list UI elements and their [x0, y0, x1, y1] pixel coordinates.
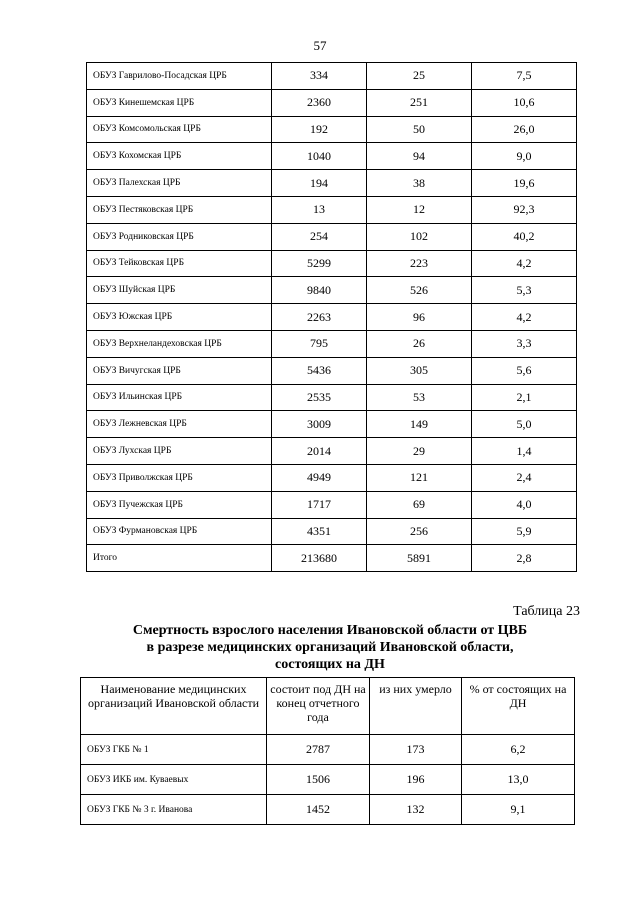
value-cell: 10,6: [472, 89, 577, 116]
table-row: [87, 116, 577, 143]
table-row: [81, 765, 575, 795]
organization-cell: ОБУЗ Верхнеландеховская ЦРБ: [87, 330, 272, 357]
value-cell: 4,2: [472, 304, 577, 331]
value-cell: 3,3: [472, 330, 577, 357]
organization-cell: ОБУЗ ГКБ № 3 г. Иванова: [81, 795, 267, 825]
organization-cell: ОБУЗ Фурмановская ЦРБ: [87, 518, 272, 545]
table-row: [87, 223, 577, 250]
organization-cell: ОБУЗ Лухская ЦРБ: [87, 438, 272, 465]
caption-line: Смертность взрослого населения Ивановской области от ЦВБ: [132, 623, 528, 638]
value-cell: 526: [367, 277, 472, 304]
value-cell: 5299: [272, 250, 367, 277]
table-row: [87, 464, 577, 491]
value-cell: 3009: [272, 411, 367, 438]
cvd-mortality-table: [80, 677, 575, 825]
organization-cell: ОБУЗ Родниковская ЦРБ: [87, 223, 272, 250]
value-cell: 196: [370, 765, 462, 795]
value-cell: 251: [367, 89, 472, 116]
value-cell: 5436: [272, 357, 367, 384]
value-cell: 1,4: [472, 438, 577, 465]
value-cell: 5,3: [472, 277, 577, 304]
organization-cell: ОБУЗ Вичугская ЦРБ: [87, 357, 272, 384]
value-cell: 4,0: [472, 491, 577, 518]
organization-cell: ОБУЗ Кохомская ЦРБ: [87, 143, 272, 170]
organization-cell: ОБУЗ Кинешемская ЦРБ: [87, 89, 272, 116]
value-cell: 2,1: [472, 384, 577, 411]
table-row: [87, 304, 577, 331]
value-cell: 4,2: [472, 250, 577, 277]
table-row: [87, 384, 577, 411]
value-cell: 5,9: [472, 518, 577, 545]
value-cell: 6,2: [462, 735, 575, 765]
value-cell: 12: [367, 196, 472, 223]
value-cell: 2,8: [472, 545, 577, 572]
value-cell: 149: [367, 411, 472, 438]
value-cell: 13,0: [462, 765, 575, 795]
value-cell: 96: [367, 304, 472, 331]
mortality-table-continued: [86, 62, 577, 572]
value-cell: 26: [367, 330, 472, 357]
value-cell: 53: [367, 384, 472, 411]
value-cell: 334: [272, 63, 367, 90]
value-cell: 9,1: [462, 795, 575, 825]
value-cell: 192: [272, 116, 367, 143]
value-cell: 1452: [267, 795, 370, 825]
organization-cell: ОБУЗ Пучежская ЦРБ: [87, 491, 272, 518]
value-cell: 4949: [272, 464, 367, 491]
table-row: [87, 518, 577, 545]
value-cell: 7,5: [472, 63, 577, 90]
value-cell: 2535: [272, 384, 367, 411]
organization-cell: ОБУЗ Южская ЦРБ: [87, 304, 272, 331]
value-cell: 2014: [272, 438, 367, 465]
organization-cell: Итого: [87, 545, 272, 572]
table-row: [87, 357, 577, 384]
header-cell-died: из них умерло: [370, 678, 462, 735]
value-cell: 9840: [272, 277, 367, 304]
value-cell: 254: [272, 223, 367, 250]
table-row: [87, 545, 577, 572]
table-row: [81, 735, 575, 765]
table-row: [87, 250, 577, 277]
value-cell: 305: [367, 357, 472, 384]
header-cell-organization: Наименование медицинских организаций Ивановской области: [81, 678, 267, 735]
organization-cell: ОБУЗ Пестяковская ЦРБ: [87, 196, 272, 223]
value-cell: 795: [272, 330, 367, 357]
organization-cell: ОБУЗ Приволжская ЦРБ: [87, 464, 272, 491]
value-cell: 50: [367, 116, 472, 143]
table-row: [87, 438, 577, 465]
value-cell: 5,0: [472, 411, 577, 438]
value-cell: 2787: [267, 735, 370, 765]
value-cell: 92,3: [472, 196, 577, 223]
table-row: [87, 170, 577, 197]
organization-cell: ОБУЗ Шуйская ЦРБ: [87, 277, 272, 304]
table-row: [87, 411, 577, 438]
organization-cell: ОБУЗ Палехская ЦРБ: [87, 170, 272, 197]
value-cell: 26,0: [472, 116, 577, 143]
value-cell: 13: [272, 196, 367, 223]
value-cell: 213680: [272, 545, 367, 572]
value-cell: 5,6: [472, 357, 577, 384]
table-row: [81, 795, 575, 825]
organization-cell: ОБУЗ ИКБ им. Куваевых: [81, 765, 267, 795]
value-cell: 2263: [272, 304, 367, 331]
table-row: [87, 143, 577, 170]
header-cell-registered: состоит под ДН на конец отчетного года: [267, 678, 370, 735]
value-cell: 69: [367, 491, 472, 518]
value-cell: 121: [367, 464, 472, 491]
value-cell: 94: [367, 143, 472, 170]
value-cell: 2360: [272, 89, 367, 116]
organization-cell: ОБУЗ Ильинская ЦРБ: [87, 384, 272, 411]
value-cell: 173: [370, 735, 462, 765]
caption-line: в разрезе медицинских организаций Ивановской области,: [146, 640, 514, 655]
table-number: Таблица 23: [513, 604, 580, 619]
value-cell: 9,0: [472, 143, 577, 170]
value-cell: 19,6: [472, 170, 577, 197]
organization-cell: ОБУЗ ГКБ № 1: [81, 735, 267, 765]
table-row: [87, 277, 577, 304]
value-cell: 38: [367, 170, 472, 197]
table-row: [87, 330, 577, 357]
table-row: [87, 491, 577, 518]
value-cell: 1717: [272, 491, 367, 518]
value-cell: 25: [367, 63, 472, 90]
organization-cell: ОБУЗ Лежневская ЦРБ: [87, 411, 272, 438]
header-cell-percent: % от состоящих на ДН: [462, 678, 575, 735]
organization-cell: ОБУЗ Гаврилово-Посадская ЦРБ: [87, 63, 272, 90]
value-cell: 132: [370, 795, 462, 825]
value-cell: 40,2: [472, 223, 577, 250]
value-cell: 256: [367, 518, 472, 545]
value-cell: 1040: [272, 143, 367, 170]
header-row: [81, 678, 575, 735]
table-row: [87, 63, 577, 90]
table-row: [87, 89, 577, 116]
value-cell: 29: [367, 438, 472, 465]
value-cell: 2,4: [472, 464, 577, 491]
table-row: [87, 196, 577, 223]
value-cell: 5891: [367, 545, 472, 572]
value-cell: 1506: [267, 765, 370, 795]
caption-line: состоящих на ДН: [275, 657, 385, 672]
value-cell: 102: [367, 223, 472, 250]
table-caption: [80, 622, 580, 673]
organization-cell: ОБУЗ Комсомольская ЦРБ: [87, 116, 272, 143]
page-number: 57: [313, 38, 327, 53]
organization-cell: ОБУЗ Тейковская ЦРБ: [87, 250, 272, 277]
value-cell: 194: [272, 170, 367, 197]
value-cell: 223: [367, 250, 472, 277]
value-cell: 4351: [272, 518, 367, 545]
